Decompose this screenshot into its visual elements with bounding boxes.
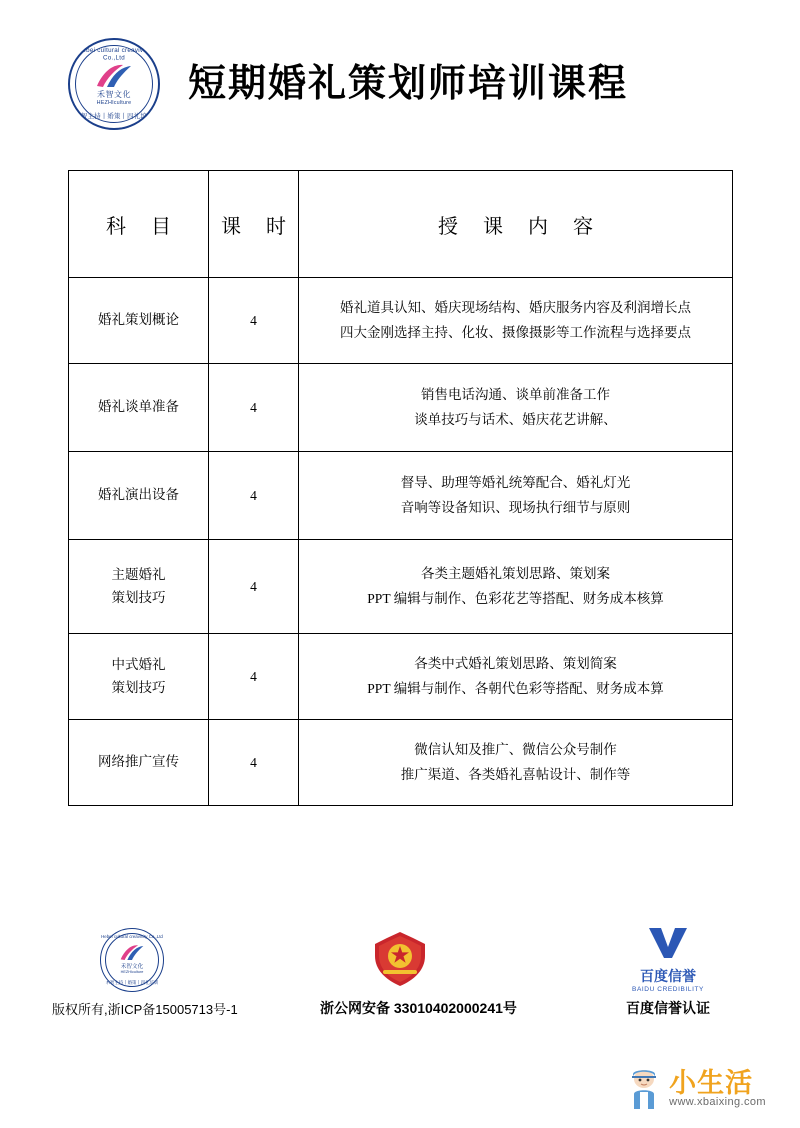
company-logo bbox=[60, 34, 160, 134]
logo-arc-text: Hebei cultural creavivity Co.,Ltd bbox=[77, 46, 151, 62]
cell-content: 各类主题婚礼策划思路、策划案 PPT 编辑与制作、色彩花艺等搭配、财务成本核算 bbox=[299, 540, 733, 634]
baidu-subtitle: BAIDU CREDIBILITY bbox=[632, 985, 704, 993]
cell-subject: 婚礼演出设备 bbox=[69, 452, 209, 540]
column-header-content: 授 课 内 容 bbox=[299, 171, 733, 278]
watermark-url: www.xbaixing.com bbox=[669, 1096, 766, 1109]
badge-baidu bbox=[588, 928, 748, 1018]
logo-company-name-cn: 禾智文化 bbox=[97, 90, 131, 99]
police-caption: 浙公网安备 33010402000241号 bbox=[320, 1000, 517, 1016]
cell-subject: 中式婚礼 策划技巧 bbox=[69, 634, 209, 720]
watermark bbox=[627, 1068, 766, 1110]
baidu-title: 百度信誉 bbox=[640, 968, 696, 985]
cell-hours: 4 bbox=[209, 720, 299, 806]
table-row bbox=[69, 278, 733, 364]
cell-hours: 4 bbox=[209, 634, 299, 720]
column-header-subject: 科 目 bbox=[69, 171, 209, 278]
cell-content: 微信认知及推广、微信公众号制作 推广渠道、各类婚礼喜帖设计、制作等 bbox=[299, 720, 733, 806]
document-header bbox=[0, 0, 800, 120]
table-row bbox=[69, 364, 733, 452]
cell-subject: 网络推广宣传 bbox=[69, 720, 209, 806]
table-body bbox=[69, 278, 733, 806]
cell-hours: 4 bbox=[209, 278, 299, 364]
course-table-wrapper bbox=[68, 170, 732, 806]
badge-icp bbox=[52, 929, 238, 1018]
table-row bbox=[69, 634, 733, 720]
document-footer bbox=[0, 934, 800, 1018]
logo-circle bbox=[68, 38, 160, 130]
cell-subject: 婚礼谈单准备 bbox=[69, 364, 209, 452]
mini-logo-slogan: 木智主持丨婚策丨四礼培训 bbox=[105, 980, 159, 985]
course-table bbox=[68, 170, 733, 806]
badge-police bbox=[320, 928, 517, 1018]
watermark-title: 小生活 bbox=[669, 1068, 754, 1099]
logo-slogan: 木智主持丨婚策丨四礼培训 bbox=[74, 113, 154, 120]
cell-hours: 4 bbox=[209, 452, 299, 540]
mini-logo-company-name-cn: 禾智文化 bbox=[120, 964, 144, 970]
icp-logo bbox=[52, 929, 212, 991]
footer-badges bbox=[0, 934, 800, 1018]
icp-caption: 版权所有,浙ICP备15005713号-1 bbox=[52, 1002, 238, 1017]
baidu-caption: 百度信誉认证 bbox=[626, 1000, 710, 1016]
mini-company-logo-icon bbox=[100, 928, 164, 992]
mascot-icon bbox=[627, 1068, 661, 1110]
cell-content: 销售电话沟通、谈单前准备工作 谈单技巧与话术、婚庆花艺讲解、 bbox=[299, 364, 733, 452]
table-row bbox=[69, 452, 733, 540]
baidu-v-icon bbox=[645, 925, 691, 961]
page-title: 短期婚礼策划师培训课程 bbox=[188, 63, 629, 105]
cell-subject: 婚礼策划概论 bbox=[69, 278, 209, 364]
cell-hours: 4 bbox=[209, 540, 299, 634]
police-emblem bbox=[320, 928, 480, 990]
watermark-text bbox=[669, 1069, 766, 1109]
mini-logo-mark-icon bbox=[118, 943, 146, 961]
table-header bbox=[69, 171, 733, 278]
baidu-credibility-logo bbox=[588, 928, 748, 993]
table-header-row bbox=[69, 171, 733, 278]
table-row bbox=[69, 720, 733, 806]
logo-company-name-en: HEZHIculture bbox=[96, 100, 132, 106]
cell-content: 各类中式婚礼策划思路、策划简案 PPT 编辑与制作、各朝代色彩等搭配、财务成本算 bbox=[299, 634, 733, 720]
mini-logo-arc-text: Hebei cultural creavivity Co.,Ltd bbox=[101, 934, 163, 939]
column-header-hours: 课 时 bbox=[209, 171, 299, 278]
logo-mark-icon bbox=[93, 62, 135, 88]
table-row bbox=[69, 540, 733, 634]
cell-content: 婚礼道具认知、婚庆现场结构、婚庆服务内容及利润增长点 四大金刚选择主持、化妆、摄像摄影等工作流程与选择要点 bbox=[299, 278, 733, 364]
cell-subject: 主题婚礼 策划技巧 bbox=[69, 540, 209, 634]
cell-hours: 4 bbox=[209, 364, 299, 452]
cell-content: 督导、助理等婚礼统筹配合、婚礼灯光 音响等设备知识、现场执行细节与原则 bbox=[299, 452, 733, 540]
police-badge-icon bbox=[369, 930, 431, 988]
mini-logo-company-name-en: HEZHIculture bbox=[120, 970, 144, 974]
